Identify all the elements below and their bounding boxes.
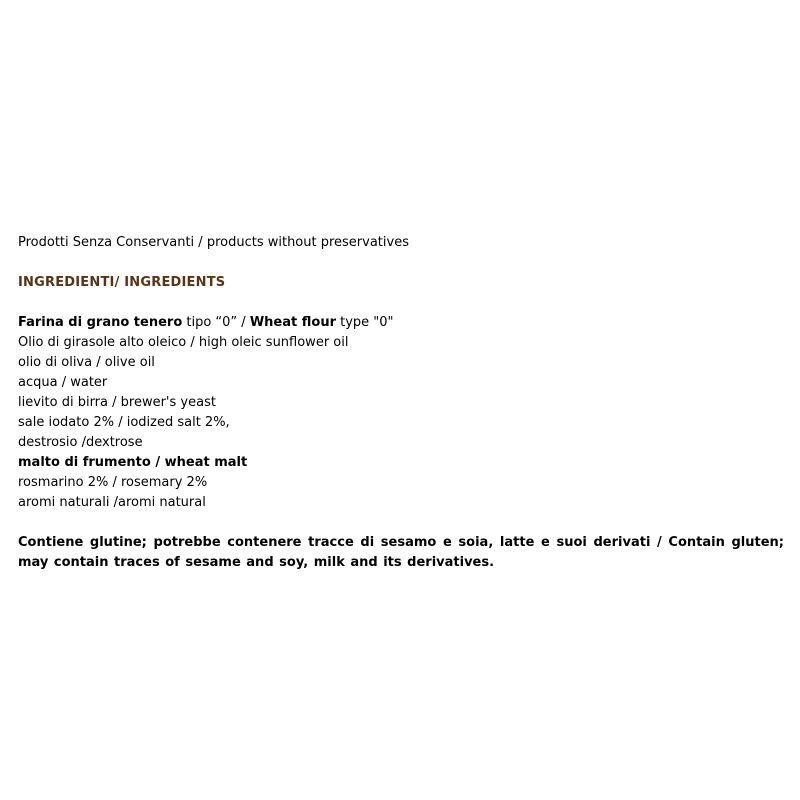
ingredient-wheat-flour-it: Farina di grano tenero [18, 315, 183, 330]
ingredient-yeast: lievito di birra / brewer's yeast [18, 395, 216, 410]
ingredient-wheat-flour [18, 313, 394, 333]
ingredients-heading: INGREDIENTI/ INGREDIENTS [18, 275, 226, 290]
ingredient-rosemary: rosmarino 2% / rosemary 2% [18, 475, 208, 490]
ingredient-wheat-flour-type-it: tipo “0” / [182, 315, 250, 330]
preservatives-note: Prodotti Senza Conservanti / products without preservatives [18, 235, 409, 250]
ingredients-list [18, 313, 394, 513]
ingredient-wheat-flour-type-en: type "0" [336, 315, 394, 330]
ingredient-wheat-malt: malto di frumento / wheat malt [18, 455, 248, 470]
ingredient-wheat-flour-en: Wheat flour [249, 315, 336, 330]
ingredient-natural-flavours: aromi naturali /aromi natural [18, 495, 206, 510]
ingredient-dextrose: destrosio /dextrose [18, 435, 143, 450]
ingredient-salt: sale iodato 2% / iodized salt 2%, [18, 415, 230, 430]
ingredient-sunflower-oil: Olio di girasole alto oleico / high oleic sunflower oil [18, 335, 349, 350]
allergen-statement: Contiene glutine; potrebbe contenere tracce di sesamo e soia, latte e suoi derivati / Contain gluten; may contain traces of sesame and soy, milk and its derivatives. [18, 535, 784, 570]
ingredient-olive-oil: olio di oliva / olive oil [18, 355, 155, 370]
ingredient-water: acqua / water [18, 375, 108, 390]
